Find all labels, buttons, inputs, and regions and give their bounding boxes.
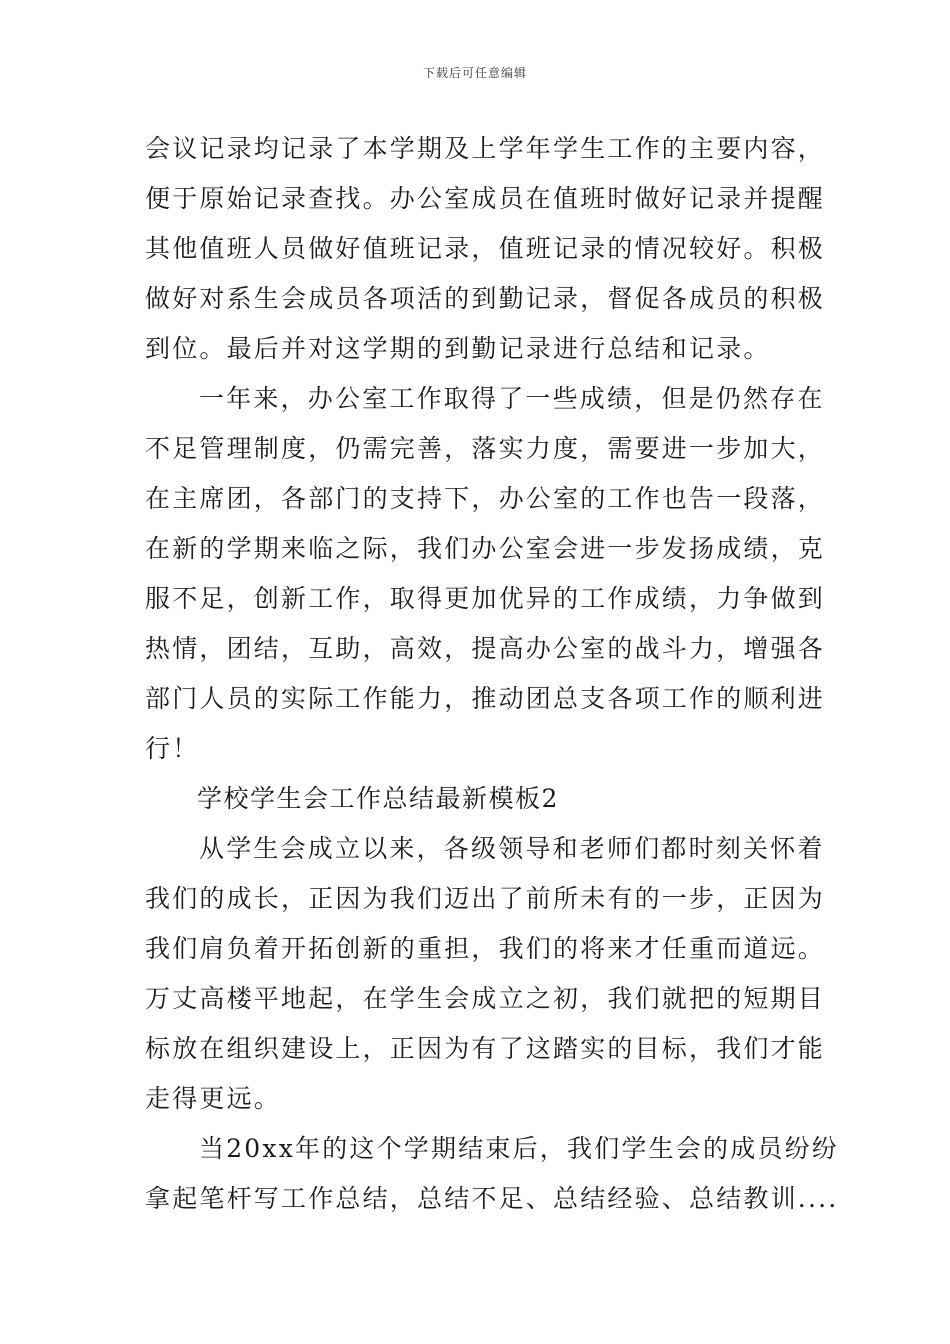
paragraph-2 bbox=[145, 374, 826, 774]
text-line: 万丈高楼平地起，在学生会成立之初，我们就把的短期目 bbox=[145, 984, 826, 1013]
paragraph-3 bbox=[145, 824, 826, 1124]
text-line: 其他值班人员做好值班记录，值班记录的情况较好。积极 bbox=[145, 234, 826, 263]
text-line: 拿起笔杆写工作总结，总结不足、总结经验、总结教训.... bbox=[145, 1184, 839, 1213]
text-line: 当20xx年的这个学期结束后，我们学生会的成员纷纷 bbox=[199, 1134, 840, 1163]
text-line: 我们肩负着开拓创新的重担，我们的将来才任重而道远。 bbox=[145, 934, 826, 963]
text-line: 从学生会成立以来，各级领导和老师们都时刻关怀着 bbox=[199, 834, 825, 863]
text-line: 标放在组织建设上，正因为有了这踏实的目标，我们才能 bbox=[145, 1034, 826, 1063]
text-line: 行！ bbox=[145, 734, 200, 763]
text-line: 部门人员的实际工作能力，推动团总支各项工作的顺利进 bbox=[145, 684, 826, 713]
text-line: 便于原始记录查找。办公室成员在值班时做好记录并提醒 bbox=[145, 184, 826, 213]
text-line: 我们的成长，正因为我们迈出了前所未有的一步，正因为 bbox=[145, 884, 826, 913]
text-line: 在新的学期来临之际，我们办公室会进一步发扬成绩，克 bbox=[145, 534, 826, 563]
text-line: 做好对系生会成员各项活的到勤记录，督促各成员的积极 bbox=[145, 284, 826, 313]
header-note: 下载后可任意编辑 bbox=[422, 66, 527, 80]
text-line: 一年来，办公室工作取得了一些成绩，但是仍然存在 bbox=[199, 384, 825, 413]
paragraph-4 bbox=[145, 1124, 840, 1224]
text-line: 服不足，创新工作，取得更加优异的工作成绩，力争做到 bbox=[145, 584, 826, 613]
text-line: 热情，团结，互助，高效，提高办公室的战斗力，增强各 bbox=[145, 634, 826, 663]
text-line: 走得更远。 bbox=[145, 1084, 282, 1113]
text-line: 会议记录均记录了本学期及上学年学生工作的主要内容， bbox=[145, 134, 826, 163]
text-line: 到位。最后并对这学期的到勤记录进行总结和记录。 bbox=[145, 334, 771, 363]
section-heading: 学校学生会工作总结最新模板2 bbox=[197, 784, 559, 813]
text-line: 不足管理制度，仍需完善，落实力度，需要进一步加大， bbox=[145, 434, 826, 463]
text-line: 在主席团，各部门的支持下，办公室的工作也告一段落， bbox=[145, 484, 826, 513]
document-body bbox=[145, 124, 840, 1224]
paragraph-1 bbox=[145, 124, 826, 374]
